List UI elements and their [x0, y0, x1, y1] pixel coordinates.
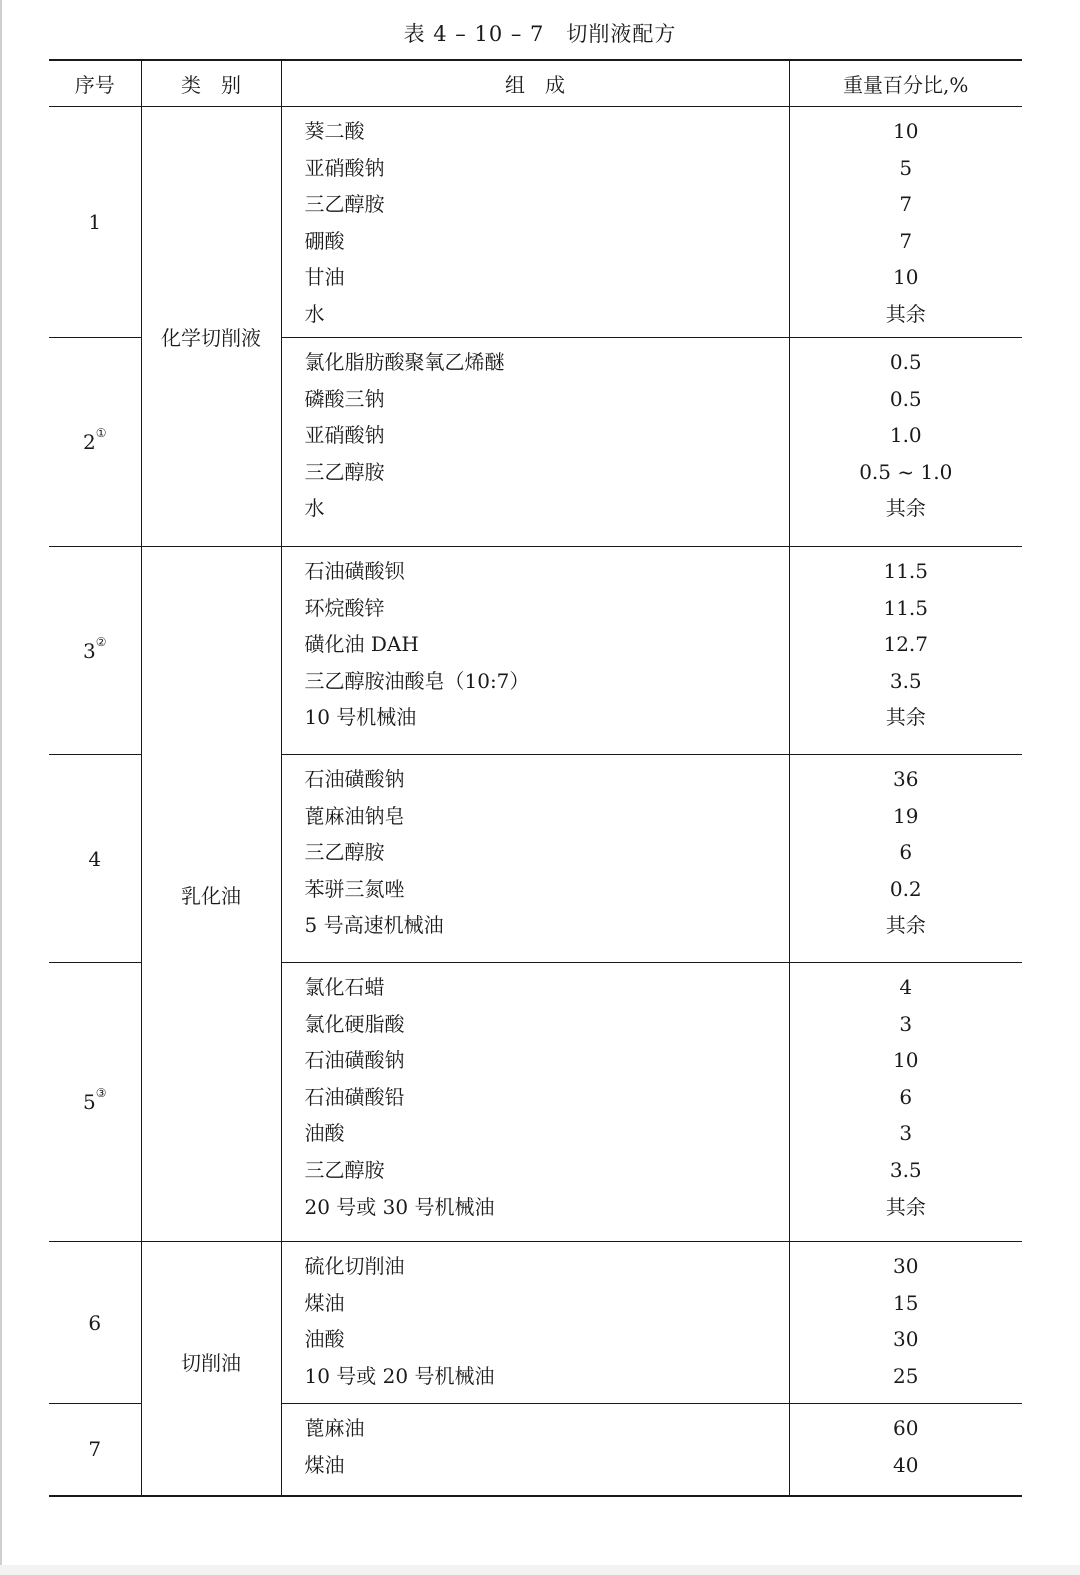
- component-name: 氯化石蜡: [304, 975, 385, 999]
- header-category: 类 别: [141, 60, 281, 107]
- component-name: 石油磺酸钠: [304, 1048, 405, 1073]
- row-seq: [49, 1404, 141, 1496]
- component-percent: 3.5: [889, 1157, 922, 1182]
- component-percent: 0.5: [889, 386, 922, 411]
- component-percent: 30: [893, 1254, 919, 1278]
- component-name: 石油磺酸铅: [304, 1084, 405, 1109]
- row-number: 7: [88, 1437, 102, 1462]
- component-name: 三乙醇胺: [304, 840, 385, 865]
- component-percent: 其余: [885, 913, 926, 938]
- component-percent: 0.5 ~ 1.0: [859, 459, 953, 484]
- row-number: 4: [88, 846, 102, 871]
- component-name: 石油磺酸钠: [304, 767, 405, 791]
- component-percent: 4: [899, 975, 913, 999]
- component-percent: 7: [899, 192, 913, 217]
- component-percent: 3.5: [889, 668, 922, 693]
- footnote-marker: ②: [95, 634, 107, 649]
- percent-cell: [789, 1242, 1022, 1404]
- page-bottom-band: [0, 1565, 1080, 1575]
- component-name: 蓖麻油钠皂: [304, 803, 405, 828]
- composition-cell: [281, 338, 789, 547]
- component-name: 5 号高速机械油: [304, 913, 444, 938]
- component-name: 三乙醇胺: [304, 459, 385, 484]
- component-name: 磺化油 DAH: [304, 632, 419, 657]
- component-percent: 11.5: [883, 595, 929, 620]
- category-chem: 化学切削液: [141, 107, 281, 547]
- component-name: 油酸: [304, 1121, 345, 1146]
- component-percent: 60: [893, 1416, 919, 1440]
- row-seq: [49, 1242, 141, 1404]
- component-percent: 3: [899, 1011, 913, 1036]
- row-seq: [49, 107, 141, 338]
- component-percent: 6: [899, 1084, 913, 1109]
- component-percent: 10: [893, 265, 919, 290]
- component-name: 葵二酸: [304, 119, 365, 143]
- component-percent: 0.2: [889, 876, 922, 901]
- component-name: 亚硝酸钠: [304, 423, 385, 448]
- component-percent: 0.5: [889, 350, 922, 374]
- composition-cell: [281, 963, 789, 1242]
- component-name: 油酸: [304, 1327, 345, 1352]
- percent-cell: [789, 547, 1022, 755]
- component-name: 10 号机械油: [304, 705, 417, 730]
- table-row: [49, 1242, 1022, 1404]
- component-percent: 30: [893, 1327, 919, 1352]
- composition-cell: [281, 107, 789, 338]
- row-number: 6: [88, 1310, 102, 1335]
- component-name: 亚硝酸钠: [304, 155, 385, 180]
- component-name: 硫化切削油: [304, 1254, 405, 1278]
- percent-cell: [789, 755, 1022, 963]
- component-name: 水: [304, 496, 325, 521]
- component-percent: 5: [899, 155, 913, 180]
- component-name: 三乙醇胺油酸皂（10:7）: [304, 668, 530, 693]
- component-percent: 11.5: [883, 559, 929, 583]
- table-row: [49, 547, 1022, 755]
- percent-cell: [789, 963, 1022, 1242]
- percent-cell: [789, 1404, 1022, 1496]
- component-name: 蓖麻油: [304, 1416, 365, 1440]
- component-name: 苯骈三氮唑: [304, 876, 405, 901]
- component-name: 三乙醇胺: [304, 1157, 385, 1182]
- component-name: 氯化硬脂酸: [304, 1011, 405, 1036]
- row-seq: [49, 547, 141, 755]
- component-name: 硼酸: [304, 228, 345, 253]
- row-seq: [49, 338, 141, 547]
- percent-cell: [789, 338, 1022, 547]
- header-composition: 组 成: [281, 60, 789, 107]
- composition-cell: [281, 1404, 789, 1496]
- row-number: 3: [83, 638, 96, 663]
- category-emulsion: 乳化油: [141, 547, 281, 1242]
- percent-cell: [789, 107, 1022, 338]
- component-percent: 40: [893, 1452, 919, 1477]
- component-name: 20 号或 30 号机械油: [304, 1194, 495, 1219]
- footnote-marker: ③: [95, 1086, 107, 1100]
- component-percent: 其余: [885, 301, 926, 326]
- row-number: 1: [88, 210, 102, 234]
- composition-cell: [281, 1242, 789, 1404]
- table-number: 表 4 – 10 – 7: [403, 22, 545, 46]
- composition-cell: [281, 547, 789, 755]
- component-percent: 15: [893, 1290, 919, 1315]
- composition-cell: [281, 755, 789, 963]
- component-percent: 19: [893, 803, 919, 828]
- component-percent: 25: [893, 1363, 919, 1388]
- formula-table: [49, 59, 1022, 1497]
- component-percent: 6: [899, 840, 913, 865]
- component-name: 10 号或 20 号机械油: [304, 1363, 495, 1388]
- component-percent: 其余: [885, 496, 926, 521]
- component-percent: 12.7: [883, 632, 929, 657]
- component-name: 磷酸三钠: [304, 386, 385, 411]
- row-number: 5: [83, 1090, 96, 1114]
- row-number: 2: [83, 430, 96, 454]
- table-row: [49, 107, 1022, 338]
- footnote-marker: ①: [95, 426, 107, 440]
- component-percent: 其余: [885, 1194, 926, 1219]
- component-percent: 3: [899, 1121, 913, 1146]
- page-left-border: [0, 0, 2, 1575]
- header-percent: 重量百分比,%: [789, 60, 1022, 107]
- component-percent: 7: [899, 228, 913, 253]
- component-percent: 10: [893, 119, 919, 143]
- component-percent: 其余: [885, 705, 926, 730]
- header-row: [49, 60, 1022, 107]
- table-caption: 切削液配方: [566, 22, 677, 46]
- table-title: [0, 18, 1080, 48]
- component-name: 环烷酸锌: [304, 595, 385, 620]
- component-name: 水: [304, 301, 325, 326]
- header-seq: 序号: [49, 60, 141, 107]
- row-seq: [49, 963, 141, 1242]
- component-name: 煤油: [304, 1290, 345, 1315]
- category-oil: 切削油: [141, 1242, 281, 1496]
- component-percent: 36: [893, 767, 919, 791]
- component-name: 煤油: [304, 1452, 345, 1477]
- component-name: 石油磺酸钡: [304, 559, 405, 583]
- row-seq: [49, 755, 141, 963]
- component-percent: 10: [893, 1048, 919, 1073]
- component-name: 三乙醇胺: [304, 192, 385, 217]
- component-name: 氯化脂肪酸聚氧乙烯醚: [304, 350, 505, 374]
- component-name: 甘油: [304, 265, 345, 290]
- component-percent: 1.0: [889, 423, 922, 448]
